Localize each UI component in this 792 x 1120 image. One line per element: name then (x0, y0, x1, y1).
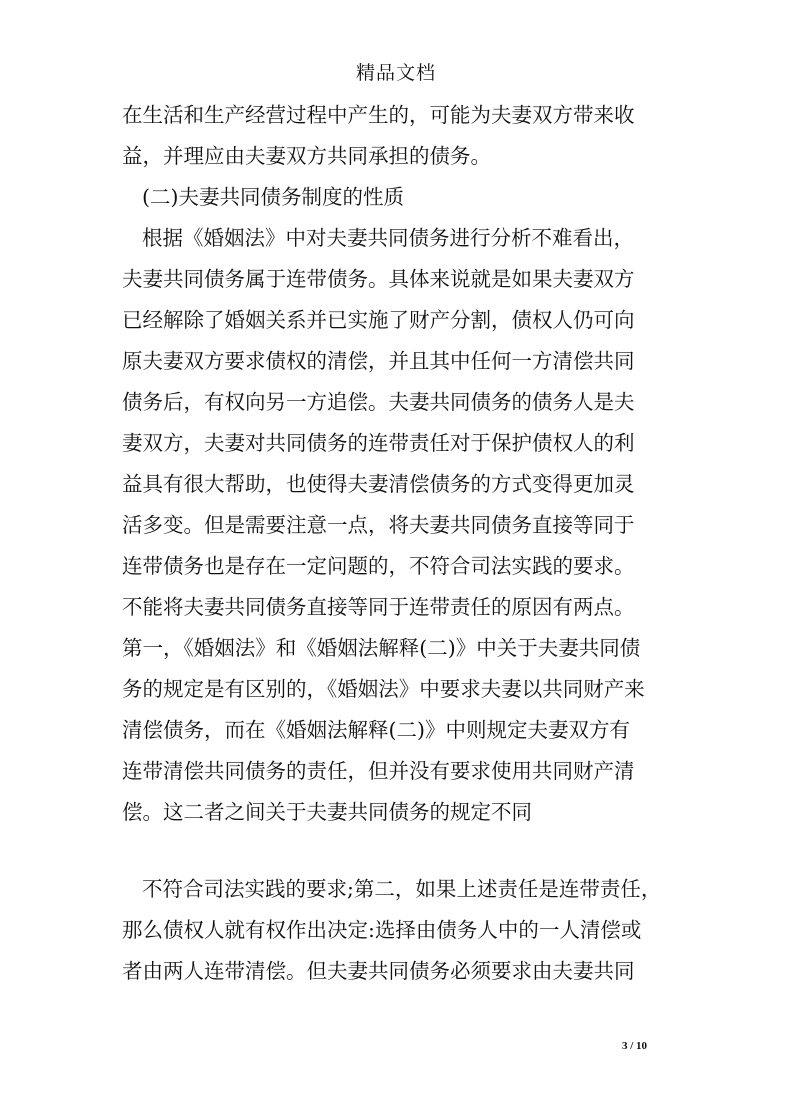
text-line: 连带清偿共同债务的责任，但并没有要求使用共同财产清 (122, 759, 635, 783)
text-line: 不能将夫妻共同债务直接等同于连带责任的原因有两点。 (122, 595, 635, 619)
section-heading: (二)夫妻共同债务制度的性质 (142, 185, 404, 209)
text-line: 连带债务也是存在一定问题的，不符合司法实践的要求。 (122, 554, 635, 578)
text-line: 不符合司法实践的要求;第二，如果上述责任是连带责任， (142, 877, 662, 901)
text-line: 已经解除了婚姻关系并已实施了财产分割，债权人仍可向 (122, 308, 635, 332)
text-line: 在生活和生产经营过程中产生的，可能为夫妻双方带来收 (122, 103, 635, 127)
text-line: 原夫妻双方要求债权的清偿，并且其中任何一方清偿共同 (122, 349, 635, 373)
page-header: 精品文档 (355, 62, 436, 84)
text-line: 偿。这二者之间关于夫妻共同债务的规定不同 (122, 800, 532, 824)
text-line: 益具有很大帮助，也使得夫妻清偿债务的方式变得更加灵 (122, 472, 635, 496)
text-line: 那么债权人就有权作出决定:选择由债务人中的一人清偿或 (122, 918, 642, 942)
text-line: 益，并理应由夫妻双方共同承担的债务。 (122, 144, 491, 168)
text-line: 务的规定是有区别的，《婚姻法》中要求夫妻以共同财产来 (122, 677, 645, 701)
text-line: 债务后，有权向另一方追偿。夫妻共同债务的债务人是夫 (122, 390, 635, 414)
text-line: 第一，《婚姻法》和《婚姻法解释(二)》中关于夫妻共同债 (122, 636, 641, 660)
text-line: 者由两人连带清偿。但夫妻共同债务必须要求由夫妻共同 (122, 959, 635, 983)
text-line: 妻双方，夫妻对共同债务的连带责任对于保护债权人的利 (122, 431, 635, 455)
page-number: 3 / 10 (622, 1040, 648, 1052)
text-line: 清偿债务，而在《婚姻法解释(二)》中则规定夫妻双方有 (122, 718, 630, 742)
text-line: 夫妻共同债务属于连带债务。具体来说就是如果夫妻双方 (122, 267, 635, 291)
text-line: 活多变。但是需要注意一点，将夫妻共同债务直接等同于 (122, 513, 635, 537)
text-line: 根据《婚姻法》中对夫妻共同债务进行分析不难看出， (142, 226, 634, 250)
